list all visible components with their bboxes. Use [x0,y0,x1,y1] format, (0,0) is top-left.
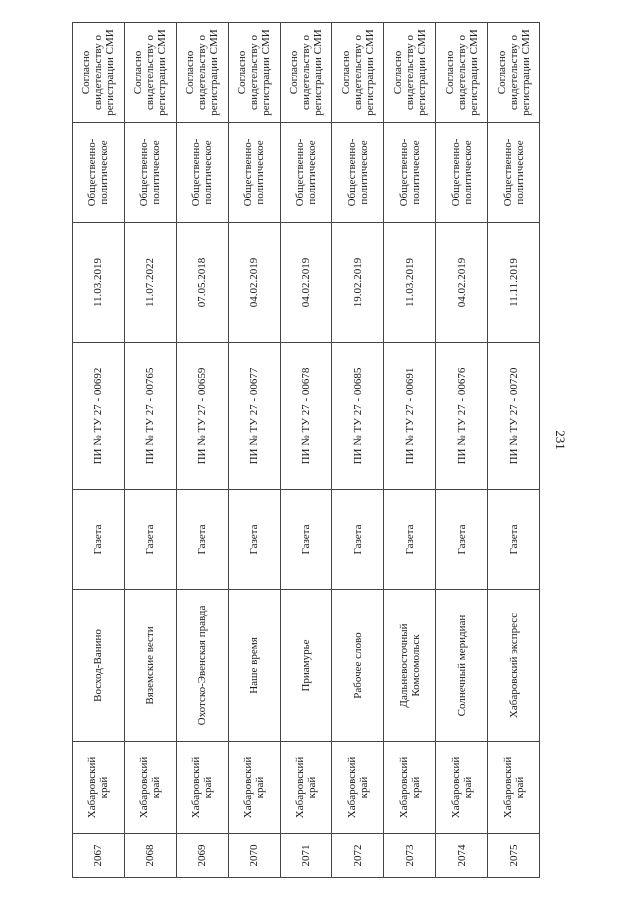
row-number-cell: 2068 [124,834,176,878]
topic-cell: Общественно-политическое [488,123,540,223]
media-type-cell: Газета [280,490,332,590]
topic-cell: Общественно-политическое [176,123,228,223]
row-number-cell: 2075 [488,834,540,878]
registration-number-cell: ПИ № ТУ 27 - 00685 [332,343,384,490]
row-number-cell: 2071 [280,834,332,878]
registration-number-cell: ПИ № ТУ 27 - 00692 [73,343,125,490]
media-title-cell: Дальневосточный Комсомольск [384,590,436,742]
region-cell: Хабаровский край [280,742,332,834]
basis-cell: Согласно свидетельству о регистрации СМИ [124,23,176,123]
basis-cell: Согласно свидетельству о регистрации СМИ [436,23,488,123]
media-title-cell: Наше время [228,590,280,742]
media-title-cell: Охотско-Эвенская правда [176,590,228,742]
basis-cell: Согласно свидетельству о регистрации СМИ [384,23,436,123]
table-row [332,23,384,878]
registration-number-cell: ПИ № ТУ 27 - 00720 [488,343,540,490]
region-cell: Хабаровский край [73,742,125,834]
registration-date-cell: 11.07.2022 [124,223,176,343]
basis-cell: Согласно свидетельству о регистрации СМИ [488,23,540,123]
basis-cell: Согласно свидетельству о регистрации СМИ [332,23,384,123]
table-row [384,23,436,878]
page-number: 231 [553,430,568,450]
topic-cell: Общественно-политическое [124,123,176,223]
region-cell: Хабаровский край [124,742,176,834]
row-number-cell: 2067 [73,834,125,878]
registration-number-cell: ПИ № ТУ 27 - 00691 [384,343,436,490]
topic-cell: Общественно-политическое [280,123,332,223]
media-title-cell: Приамурье [280,590,332,742]
topic-cell: Общественно-политическое [332,123,384,223]
media-title-cell: Солнечный меридиан [436,590,488,742]
table-row [176,23,228,878]
registration-date-cell: 07.05.2018 [176,223,228,343]
registration-number-cell: ПИ № ТУ 27 - 00678 [280,343,332,490]
media-type-cell: Газета [384,490,436,590]
media-type-cell: Газета [332,490,384,590]
table-row [124,23,176,878]
basis-cell: Согласно свидетельству о регистрации СМИ [176,23,228,123]
row-number-cell: 2073 [384,834,436,878]
topic-cell: Общественно-политическое [228,123,280,223]
media-type-cell: Газета [436,490,488,590]
region-cell: Хабаровский край [176,742,228,834]
region-cell: Хабаровский край [436,742,488,834]
table-row [73,23,125,878]
region-cell: Хабаровский край [228,742,280,834]
row-number-cell: 2072 [332,834,384,878]
registration-date-cell: 11.11.2019 [488,223,540,343]
basis-cell: Согласно свидетельству о регистрации СМИ [228,23,280,123]
media-title-cell: Вяземские вести [124,590,176,742]
topic-cell: Общественно-политическое [384,123,436,223]
topic-cell: Общественно-политическое [436,123,488,223]
registration-date-cell: 04.02.2019 [436,223,488,343]
registry-table [72,22,540,878]
table-row [436,23,488,878]
region-cell: Хабаровский край [384,742,436,834]
row-number-cell: 2070 [228,834,280,878]
media-type-cell: Газета [124,490,176,590]
media-title-cell: Рабочее слово [332,590,384,742]
media-type-cell: Газета [488,490,540,590]
registration-date-cell: 04.02.2019 [280,223,332,343]
topic-cell: Общественно-политическое [73,123,125,223]
region-cell: Хабаровский край [488,742,540,834]
registration-date-cell: 04.02.2019 [228,223,280,343]
media-type-cell: Газета [228,490,280,590]
media-title-cell: Хабаровский экспресс [488,590,540,742]
registration-number-cell: ПИ № ТУ 27 - 00676 [436,343,488,490]
registry-table-container [72,23,540,878]
table-row [228,23,280,878]
registration-number-cell: ПИ № ТУ 27 - 00677 [228,343,280,490]
registration-date-cell: 19.02.2019 [332,223,384,343]
registration-number-cell: ПИ № ТУ 27 - 00765 [124,343,176,490]
table-row [280,23,332,878]
registration-number-cell: ПИ № ТУ 27 - 00659 [176,343,228,490]
region-cell: Хабаровский край [332,742,384,834]
registration-date-cell: 11.03.2019 [384,223,436,343]
media-type-cell: Газета [176,490,228,590]
row-number-cell: 2074 [436,834,488,878]
registration-date-cell: 11.03.2019 [73,223,125,343]
media-title-cell: Восход-Ванино [73,590,125,742]
basis-cell: Согласно свидетельству о регистрации СМИ [280,23,332,123]
basis-cell: Согласно свидетельству о регистрации СМИ [73,23,125,123]
row-number-cell: 2069 [176,834,228,878]
table-row [488,23,540,878]
media-type-cell: Газета [73,490,125,590]
